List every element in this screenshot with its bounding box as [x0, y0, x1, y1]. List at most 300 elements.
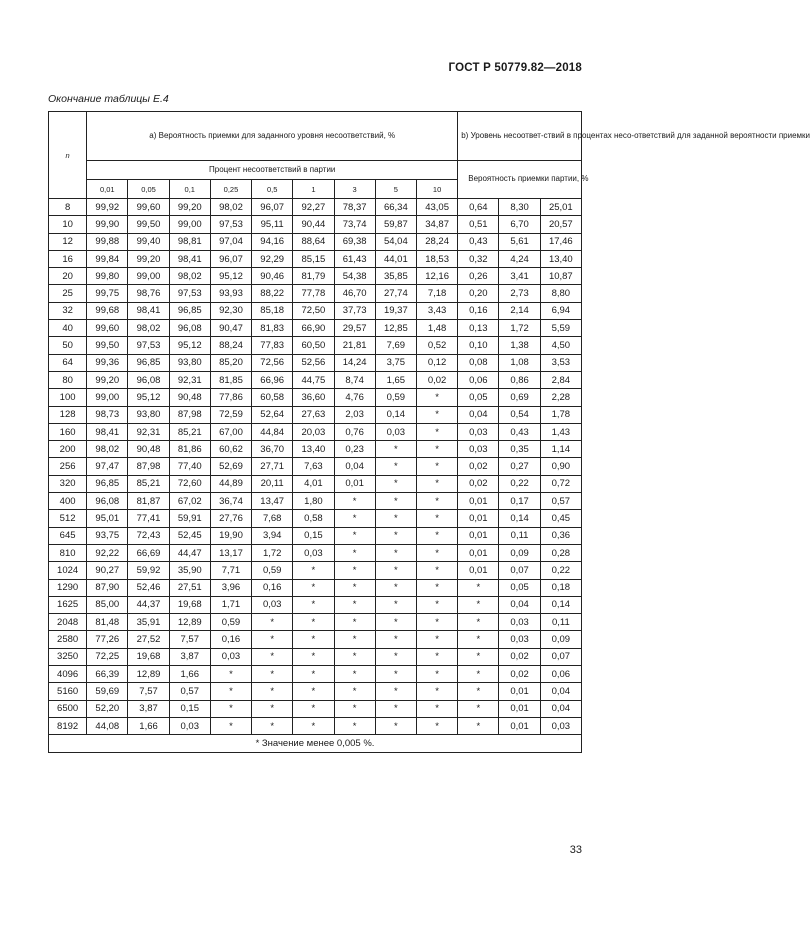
table-cell: *	[334, 510, 375, 527]
table-cell: 99,00	[87, 389, 128, 406]
table-cell: 4,01	[293, 475, 334, 492]
table-cell: *	[375, 527, 416, 544]
table-cell: 60,62	[210, 441, 251, 458]
table-cell: 0,03	[169, 717, 210, 734]
table-cell: *	[416, 562, 457, 579]
table-cell: *	[416, 510, 457, 527]
table-cell: 99,50	[128, 216, 169, 233]
table-cell: 0,59	[252, 562, 293, 579]
table-cell: 19,37	[375, 302, 416, 319]
table-cell: 5,59	[540, 320, 581, 337]
table-cell: 44,37	[128, 596, 169, 613]
table-cell: 0,58	[293, 510, 334, 527]
table-cell: 90,44	[293, 216, 334, 233]
table-cell: *	[416, 683, 457, 700]
row-n-cell: 1024	[49, 562, 87, 579]
table-cell: 3,53	[540, 354, 581, 371]
table-cell: *	[416, 406, 457, 423]
table-cell: 0,27	[499, 458, 540, 475]
table-cell: 0,18	[540, 579, 581, 596]
table-cell: 72,56	[252, 354, 293, 371]
table-cell: 28,24	[416, 233, 457, 250]
table-cell: *	[210, 683, 251, 700]
table-cell: *	[334, 527, 375, 544]
table-cell: 25,01	[540, 199, 581, 216]
table-cell: 29,57	[334, 320, 375, 337]
table-cell: 0,17	[499, 493, 540, 510]
table-cell: 0,03	[252, 596, 293, 613]
table-cell: *	[252, 700, 293, 717]
table-cell: *	[458, 614, 499, 631]
table-cell: 0,03	[210, 648, 251, 665]
table-row	[49, 389, 582, 406]
table-cell: 27,76	[210, 510, 251, 527]
table-row	[49, 475, 582, 492]
table-cell: *	[416, 441, 457, 458]
sub-a-header: Процент несоответствий в партии	[87, 161, 458, 180]
table-cell: 87,90	[87, 579, 128, 596]
table-cell: 13,40	[540, 250, 581, 267]
row-n-cell: 256	[49, 458, 87, 475]
table-cell: *	[416, 717, 457, 734]
table-cell: 1,14	[540, 441, 581, 458]
table-cell: *	[334, 544, 375, 561]
table-cell: *	[375, 544, 416, 561]
table-cell: 1,71	[210, 596, 251, 613]
table-row	[49, 268, 582, 285]
row-n-cell: 200	[49, 441, 87, 458]
table-cell: 66,39	[87, 666, 128, 683]
column-header: 0,5	[252, 180, 293, 199]
table-cell: 44,84	[252, 423, 293, 440]
n-header: n	[49, 112, 87, 199]
table-cell: 72,43	[128, 527, 169, 544]
table-cell: 96,85	[169, 302, 210, 319]
table-cell: 12,89	[128, 666, 169, 683]
table-cell: 60,58	[252, 389, 293, 406]
table-cell: 20,03	[293, 423, 334, 440]
table-cell: 99,80	[87, 268, 128, 285]
table-cell: 1,08	[499, 354, 540, 371]
table-cell: 0,16	[252, 579, 293, 596]
table-cell: 97,53	[169, 285, 210, 302]
table-cell: 81,79	[293, 268, 334, 285]
table-cell: 3,96	[210, 579, 251, 596]
table-cell: *	[334, 700, 375, 717]
table-cell: 1,43	[540, 423, 581, 440]
table-cell: 52,46	[128, 579, 169, 596]
table-cell: 0,15	[169, 700, 210, 717]
row-n-cell: 128	[49, 406, 87, 423]
table-cell: 98,41	[169, 250, 210, 267]
table-cell: 46,70	[334, 285, 375, 302]
row-n-cell: 2048	[49, 614, 87, 631]
table-cell: 97,47	[87, 458, 128, 475]
table-cell: *	[375, 475, 416, 492]
table-cell: 0,43	[458, 233, 499, 250]
table-cell: *	[252, 614, 293, 631]
row-n-cell: 3250	[49, 648, 87, 665]
table-cell: 0,03	[293, 544, 334, 561]
table-cell: 81,87	[128, 493, 169, 510]
table-cell: *	[334, 562, 375, 579]
table-cell: 87,98	[128, 458, 169, 475]
table-cell: 0,08	[458, 354, 499, 371]
table-cell: *	[375, 510, 416, 527]
table-cell: 27,71	[252, 458, 293, 475]
table-cell: 98,81	[169, 233, 210, 250]
table-cell: 98,73	[87, 406, 128, 423]
table-cell: 12,85	[375, 320, 416, 337]
table-cell: 0,09	[540, 631, 581, 648]
table-cell: *	[375, 562, 416, 579]
table-row	[49, 700, 582, 717]
table-cell: 66,90	[293, 320, 334, 337]
table-cell: 17,46	[540, 233, 581, 250]
table-cell: 0,01	[458, 527, 499, 544]
table-cell: 0,20	[458, 285, 499, 302]
table-row	[49, 371, 582, 388]
table-row	[49, 717, 582, 734]
table-cell: 81,86	[169, 441, 210, 458]
column-header: 0,05	[128, 180, 169, 199]
table-cell: 95,12	[169, 337, 210, 354]
table-cell: 67,00	[210, 423, 251, 440]
table-cell: 3,87	[128, 700, 169, 717]
table-cell: 99,50	[87, 337, 128, 354]
table-cell: 85,21	[128, 475, 169, 492]
table-row	[49, 510, 582, 527]
table-cell: 27,52	[128, 631, 169, 648]
table-cell: 0,76	[334, 423, 375, 440]
table-cell: 2,84	[540, 371, 581, 388]
table-cell: 1,65	[375, 371, 416, 388]
table-cell: 0,01	[499, 717, 540, 734]
table-cell: 2,14	[499, 302, 540, 319]
table-cell: 85,18	[252, 302, 293, 319]
table-cell: 98,76	[128, 285, 169, 302]
table-cell: 7,63	[293, 458, 334, 475]
table-cell: *	[416, 579, 457, 596]
table-cell: *	[293, 562, 334, 579]
table-cell: *	[416, 614, 457, 631]
table-cell: 1,72	[252, 544, 293, 561]
table-cell: *	[334, 631, 375, 648]
table-cell: 85,00	[87, 596, 128, 613]
table-cell: 8,30	[499, 199, 540, 216]
table-cell: 77,78	[293, 285, 334, 302]
table-cell: 92,30	[210, 302, 251, 319]
table-cell: 0,10	[458, 337, 499, 354]
table-cell: *	[252, 717, 293, 734]
table-cell: 95,11	[252, 216, 293, 233]
table-cell: *	[293, 666, 334, 683]
table-cell: 77,83	[252, 337, 293, 354]
table-cell: 77,86	[210, 389, 251, 406]
table-cell: 35,91	[128, 614, 169, 631]
table-cell: *	[375, 717, 416, 734]
table-row	[49, 493, 582, 510]
table-cell: 13,47	[252, 493, 293, 510]
row-n-cell: 10	[49, 216, 87, 233]
table-cell: 99,40	[128, 233, 169, 250]
table-cell: 60,50	[293, 337, 334, 354]
table-cell: *	[210, 700, 251, 717]
row-n-cell: 4096	[49, 666, 87, 683]
table-cell: 0,43	[499, 423, 540, 440]
row-n-cell: 400	[49, 493, 87, 510]
table-cell: *	[416, 631, 457, 648]
row-n-cell: 25	[49, 285, 87, 302]
table-cell: 98,02	[169, 268, 210, 285]
row-n-cell: 32	[49, 302, 87, 319]
table-cell: *	[375, 458, 416, 475]
table-cell: 0,06	[540, 666, 581, 683]
row-n-cell: 810	[49, 544, 87, 561]
table-footnote: * Значение менее 0,005 %.	[49, 735, 582, 753]
table-cell: 0,04	[499, 596, 540, 613]
table-body	[49, 199, 582, 735]
table-cell: 77,26	[87, 631, 128, 648]
table-cell: 7,57	[128, 683, 169, 700]
table-cell: *	[375, 666, 416, 683]
table-cell: *	[416, 458, 457, 475]
row-n-cell: 5160	[49, 683, 87, 700]
table-cell: 73,74	[334, 216, 375, 233]
table-cell: *	[458, 579, 499, 596]
table-cell: 4,50	[540, 337, 581, 354]
table-cell: 3,43	[416, 302, 457, 319]
table-cell: 95,01	[87, 510, 128, 527]
page-number: 33	[569, 844, 582, 856]
table-row	[49, 354, 582, 371]
table-cell: 59,92	[128, 562, 169, 579]
table-cell: 0,16	[210, 631, 251, 648]
table-cell: 88,64	[293, 233, 334, 250]
document-id: ГОСТ Р 50779.82—2018	[448, 62, 582, 74]
table-cell: 99,84	[87, 250, 128, 267]
table-cell: 34,87	[416, 216, 457, 233]
table-cell: 90,47	[210, 320, 251, 337]
table-cell: 99,90	[87, 216, 128, 233]
table-cell: 6,70	[499, 216, 540, 233]
table-cell: 0,26	[458, 268, 499, 285]
table-cell: 20,57	[540, 216, 581, 233]
table-cell: 0,02	[499, 648, 540, 665]
table-row	[49, 458, 582, 475]
table-cell: *	[458, 648, 499, 665]
table-cell: 98,02	[128, 320, 169, 337]
column-header: 5	[375, 180, 416, 199]
table-cell: *	[210, 717, 251, 734]
table-cell: 52,69	[210, 458, 251, 475]
table-cell: 44,47	[169, 544, 210, 561]
row-n-cell: 20	[49, 268, 87, 285]
table-cell: *	[416, 596, 457, 613]
table-cell: 77,41	[128, 510, 169, 527]
table-cell: 85,21	[169, 423, 210, 440]
table-cell: 97,53	[210, 216, 251, 233]
table-cell: 0,09	[499, 544, 540, 561]
table-cell: 0,14	[540, 596, 581, 613]
table-cell: *	[458, 683, 499, 700]
table-cell: 7,69	[375, 337, 416, 354]
table-cell: *	[375, 700, 416, 717]
table-cell: 0,01	[458, 510, 499, 527]
table-cell: 6,94	[540, 302, 581, 319]
table-cell: *	[416, 423, 457, 440]
table-cell: 0,01	[499, 700, 540, 717]
table-cell: 12,16	[416, 268, 457, 285]
table-cell: *	[252, 648, 293, 665]
table-cell: 7,68	[252, 510, 293, 527]
table-cell: 7,57	[169, 631, 210, 648]
table-cell: 96,08	[128, 371, 169, 388]
row-n-cell: 1290	[49, 579, 87, 596]
table-cell: 10,87	[540, 268, 581, 285]
table-caption: Окончание таблицы Е.4	[48, 93, 169, 105]
table-cell: 2,03	[334, 406, 375, 423]
table-cell: 92,31	[169, 371, 210, 388]
table-cell: 0,03	[540, 717, 581, 734]
table-cell: 61,43	[334, 250, 375, 267]
table-cell: *	[334, 493, 375, 510]
table-cell: 0,03	[458, 423, 499, 440]
table-cell: 96,85	[87, 475, 128, 492]
table-cell: 0,11	[540, 614, 581, 631]
table-cell: 0,02	[416, 371, 457, 388]
row-n-cell: 2580	[49, 631, 87, 648]
column-header: 1	[293, 180, 334, 199]
table-cell: *	[375, 579, 416, 596]
table-cell: 54,38	[334, 268, 375, 285]
table-cell: 52,20	[87, 700, 128, 717]
table-cell: 99,75	[87, 285, 128, 302]
table-cell: 0,05	[458, 389, 499, 406]
table-row	[49, 683, 582, 700]
table-cell: 0,57	[169, 683, 210, 700]
table-row	[49, 302, 582, 319]
row-n-cell: 1625	[49, 596, 87, 613]
table-cell: 7,18	[416, 285, 457, 302]
table-cell: 2,73	[499, 285, 540, 302]
table-cell: 0,16	[458, 302, 499, 319]
column-header: 0,25	[210, 180, 251, 199]
table-cell: 99,00	[169, 216, 210, 233]
table-cell: 1,48	[416, 320, 457, 337]
table-cell: 0,02	[458, 475, 499, 492]
table-cell: 0,01	[499, 683, 540, 700]
table-cell: 18,53	[416, 250, 457, 267]
table-cell: 99,00	[128, 268, 169, 285]
table-cell: 0,04	[540, 683, 581, 700]
table-cell: 4,76	[334, 389, 375, 406]
table-cell: 0,03	[375, 423, 416, 440]
table-cell: 0,36	[540, 527, 581, 544]
table-cell: 0,51	[458, 216, 499, 233]
table-cell: 8,74	[334, 371, 375, 388]
table-cell: 0,59	[210, 614, 251, 631]
table-cell: 52,64	[252, 406, 293, 423]
table-row	[49, 614, 582, 631]
table-cell: 36,60	[293, 389, 334, 406]
group-a-header: a) Вероятность приемки для заданного уровня несоответствий, %	[87, 112, 458, 161]
table-cell: 81,85	[210, 371, 251, 388]
column-header: 10	[416, 180, 457, 199]
table-cell: 44,75	[293, 371, 334, 388]
table-row	[49, 666, 582, 683]
table-cell: *	[293, 614, 334, 631]
table-cell: 0,23	[334, 441, 375, 458]
table-cell: 20,11	[252, 475, 293, 492]
row-n-cell: 100	[49, 389, 87, 406]
column-header: 3	[334, 180, 375, 199]
table-cell: 0,03	[499, 631, 540, 648]
table-cell: 90,46	[252, 268, 293, 285]
table-cell: *	[416, 475, 457, 492]
table-cell: 81,83	[252, 320, 293, 337]
table-cell: 1,80	[293, 493, 334, 510]
table-cell: 90,48	[169, 389, 210, 406]
table-cell: 7,71	[210, 562, 251, 579]
table-cell: *	[416, 389, 457, 406]
table-cell: 98,02	[87, 441, 128, 458]
table-cell: 99,20	[169, 199, 210, 216]
table-cell: *	[293, 700, 334, 717]
table-cell: 54,04	[375, 233, 416, 250]
table-cell: 96,08	[87, 493, 128, 510]
table-row	[49, 406, 582, 423]
table-cell: 36,70	[252, 441, 293, 458]
table-cell: 3,94	[252, 527, 293, 544]
table-cell: 0,14	[375, 406, 416, 423]
table-cell: 67,02	[169, 493, 210, 510]
table-cell: 36,74	[210, 493, 251, 510]
table-cell: 0,13	[458, 320, 499, 337]
table-cell: 87,98	[169, 406, 210, 423]
table-cell: 2,28	[540, 389, 581, 406]
table-cell: 59,87	[375, 216, 416, 233]
table-cell: 0,01	[458, 562, 499, 579]
table-cell: 0,22	[540, 562, 581, 579]
table-cell: 0,59	[375, 389, 416, 406]
table-cell: 88,22	[252, 285, 293, 302]
table-cell: 1,38	[499, 337, 540, 354]
table-cell: 99,20	[87, 371, 128, 388]
table-cell: *	[416, 544, 457, 561]
table-cell: 85,15	[293, 250, 334, 267]
row-n-cell: 8	[49, 199, 87, 216]
table-cell: 52,56	[293, 354, 334, 371]
table-row	[49, 527, 582, 544]
row-n-cell: 512	[49, 510, 87, 527]
table-cell: 59,69	[87, 683, 128, 700]
table-cell: 0,12	[416, 354, 457, 371]
table-cell: *	[416, 527, 457, 544]
table-cell: *	[458, 596, 499, 613]
table-cell: 0,05	[499, 579, 540, 596]
table-cell: 0,45	[540, 510, 581, 527]
table-cell: *	[334, 648, 375, 665]
table-cell: 0,02	[499, 666, 540, 683]
table-cell: 27,63	[293, 406, 334, 423]
table-cell: 8,80	[540, 285, 581, 302]
table-cell: 0,07	[540, 648, 581, 665]
table-cell: 66,96	[252, 371, 293, 388]
table-cell: 27,74	[375, 285, 416, 302]
table-cell: 1,78	[540, 406, 581, 423]
table-cell: 0,07	[499, 562, 540, 579]
